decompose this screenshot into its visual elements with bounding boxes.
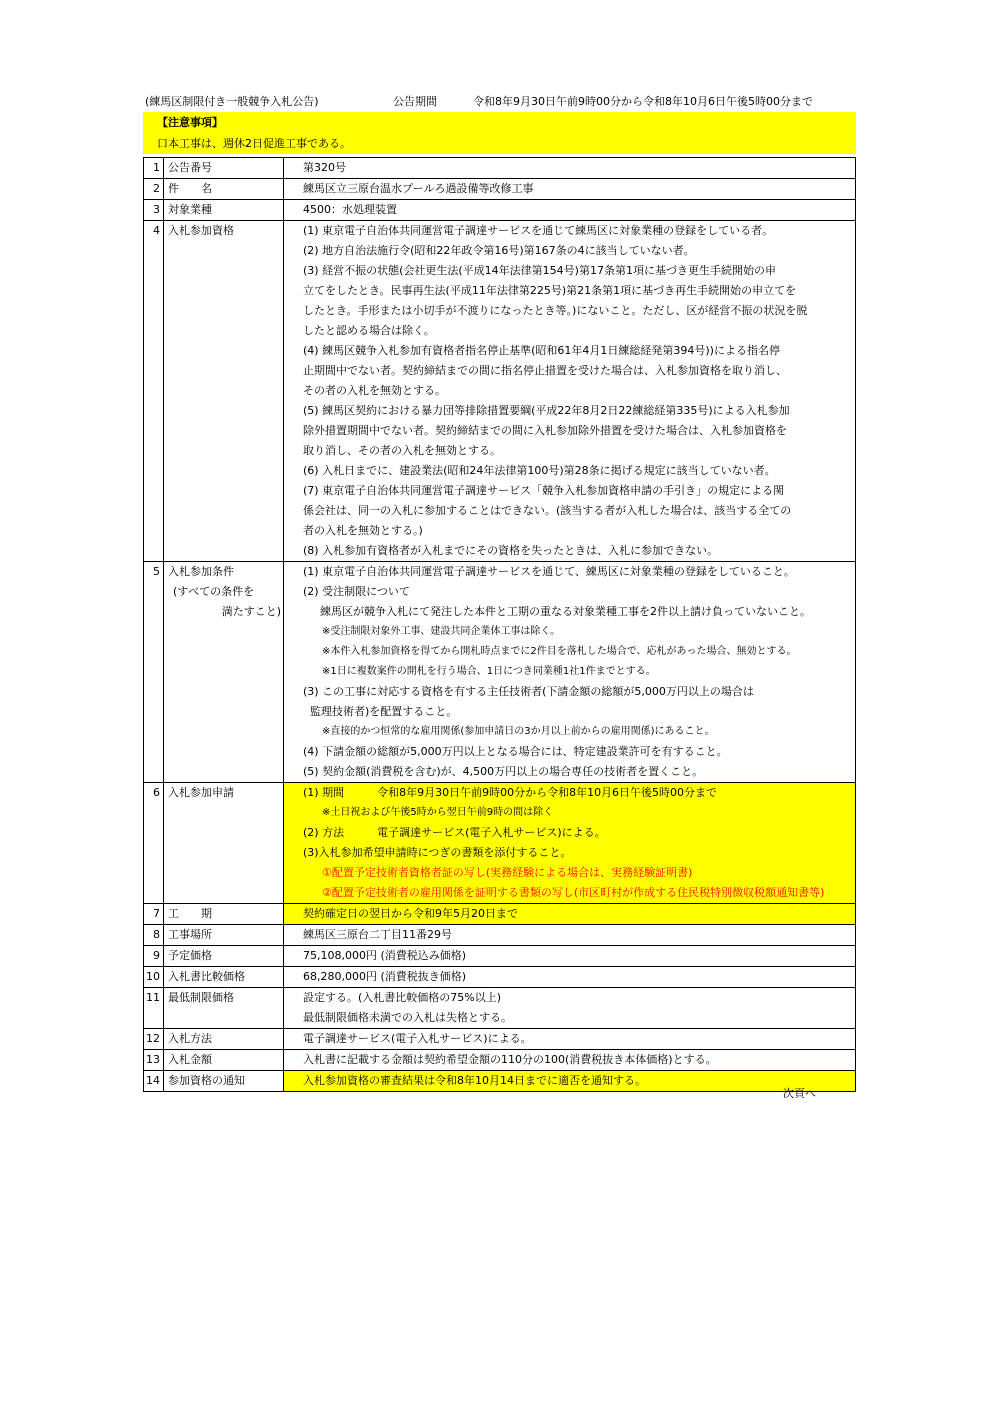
row-number-text: 3 bbox=[153, 203, 160, 216]
row-label bbox=[164, 967, 284, 988]
row-value bbox=[284, 1029, 856, 1050]
row-number bbox=[144, 967, 164, 988]
notice-box bbox=[143, 112, 856, 154]
condition-note: ※直接的かつ恒常的な雇用関係(参加申請日の3か月以上前からの雇用関係)にあること。 bbox=[322, 726, 715, 737]
row-number-text: 12 bbox=[146, 1032, 160, 1045]
condition-line: (5) 契約金額(消費税を含む)が、4,500万円以上の場合専任の技術者を置くこと。 bbox=[303, 765, 704, 778]
condition-line: 監理技術者)を配置すること。 bbox=[310, 705, 458, 718]
row-value-text: 68,280,000円 (消費税抜き価格) bbox=[303, 970, 467, 983]
application-note: ※土日祝および午後5時から翌日午前9時の間は除く bbox=[322, 807, 554, 818]
row-number bbox=[144, 1050, 164, 1071]
table-row bbox=[144, 988, 856, 1029]
row-label-note: (すべての条件を bbox=[173, 585, 255, 598]
row-label bbox=[164, 1071, 284, 1092]
row-value-text: 入札参加資格の審査結果は令和8年10月14日までに適否を通知する。 bbox=[303, 1074, 646, 1087]
row-value bbox=[284, 1071, 856, 1092]
condition-line: (3) この工事に対応する資格を有する主任技術者(下請金額の総額が5,000万円以上の場合は bbox=[303, 685, 754, 698]
row-label-text: 件 名 bbox=[168, 182, 212, 195]
condition-note: ※受注制限対象外工事、建設共同企業体工事は除く。 bbox=[322, 626, 561, 637]
row-number bbox=[144, 221, 164, 562]
row-value-text: 75,108,000円 (消費税込み価格) bbox=[303, 949, 467, 962]
application-line: (1) 期間 令和8年9月30日午前9時00分から令和8年10月6日午後5時00分まで bbox=[303, 786, 718, 799]
row-label-text: 参加資格の通知 bbox=[168, 1074, 245, 1087]
qualification-line: 係会社は、同一の入札に参加することはできない。(該当する者が入札した場合は、該当する全ての bbox=[303, 504, 792, 517]
row-value bbox=[284, 946, 856, 967]
row-label bbox=[164, 1050, 284, 1071]
row-number-text: 9 bbox=[153, 949, 160, 962]
row-label-text: 入札方法 bbox=[168, 1032, 212, 1045]
table-row bbox=[144, 1029, 856, 1050]
table-row bbox=[144, 200, 856, 221]
row-value bbox=[284, 925, 856, 946]
row-value-text: 練馬区三原台二丁目11番29号 bbox=[303, 928, 452, 941]
row-value bbox=[284, 904, 856, 925]
row-label-text: 予定価格 bbox=[168, 949, 212, 962]
row-value bbox=[284, 179, 856, 200]
condition-line: (1) 東京電子自治体共同運営電子調達サービスを通じて、練馬区に対象業種の登録をしていること。 bbox=[303, 565, 795, 578]
row-value-text: 練馬区立三原台温水プールろ過設備等改修工事 bbox=[303, 182, 534, 195]
qualification-line: 取り消し、その者の入札を無効とする。 bbox=[303, 444, 501, 457]
table-row bbox=[144, 179, 856, 200]
qualification-line: 除外措置期間中でない者。契約締結までの間に入札参加除外措置を受けた場合は、入札参加資格を bbox=[303, 424, 787, 437]
row-label-text: 入札金額 bbox=[168, 1053, 212, 1066]
notice-line: 口本工事は、週休2日促進工事である。 bbox=[157, 137, 351, 150]
qualification-line: (1) 東京電子自治体共同運営電子調達サービスを通じて練馬区に対象業種の登録をしている者。 bbox=[303, 224, 774, 237]
qualification-line: 立てをしたとき。民事再生法(平成11年法律第225号)第21条第1項に基づき再生手続開始の申立てを bbox=[303, 284, 797, 297]
qualification-line: したとき。手形または小切手が不渡りになったとき等。)にないこと。ただし、区が経営不振の状況を脱 bbox=[303, 304, 808, 317]
condition-list bbox=[284, 562, 856, 783]
period-label: 公告期間 bbox=[393, 95, 437, 108]
row-value-text: 4500：水処理装置 bbox=[303, 203, 397, 216]
required-document-line: ②配置予定技術者の雇用関係を証明する書類の写し(市区町村が作成する住民税特別徴収税額通知書等) bbox=[322, 886, 825, 899]
row-value-text: 契約確定日の翌日から令和9年5月20日まで bbox=[303, 907, 518, 920]
qualification-line: (6) 入札日までに、建設業法(昭和24年法律第100号)第28条に掲げる規定に該当していない者。 bbox=[303, 464, 776, 477]
row-label bbox=[164, 925, 284, 946]
notice-heading: 【注意事項】 bbox=[157, 116, 223, 129]
table-row bbox=[144, 1071, 856, 1092]
row-number-text: 5 bbox=[153, 565, 160, 578]
table-row bbox=[144, 1050, 856, 1071]
row-label-text: 入札参加条件 bbox=[168, 565, 234, 578]
row-label bbox=[164, 158, 284, 179]
qualification-line: (4) 練馬区競争入札参加有資格者指名停止基準(昭和61年4月1日練総経発第394号))による指名停 bbox=[303, 344, 780, 357]
table-row bbox=[144, 562, 856, 783]
table-row bbox=[144, 967, 856, 988]
table-row bbox=[144, 221, 856, 562]
row-label-text: 対象業種 bbox=[168, 203, 212, 216]
qualification-line: したと認める場合は除く。 bbox=[303, 324, 435, 337]
row-label bbox=[164, 1029, 284, 1050]
row-label bbox=[164, 562, 284, 783]
row-label bbox=[164, 221, 284, 562]
application-line: (3)入札参加希望申請時につぎの書類を添付すること。 bbox=[303, 846, 572, 859]
qualification-line: (5) 練馬区契約における暴力団等排除措置要綱(平成22年8月2日22練総経第335号)による入札参加 bbox=[303, 404, 790, 417]
row-label-text: 工 期 bbox=[168, 907, 212, 920]
row-label bbox=[164, 783, 284, 904]
condition-note: ※本件入札参加資格を得てから開札時点までに2件目を落札した場合で、応札があった場合、無効とする。 bbox=[322, 646, 797, 657]
row-number-text: 2 bbox=[153, 182, 160, 195]
required-document-line: ①配置予定技術者資格者証の写し(実務経験による場合は、実務経験証明書) bbox=[322, 866, 693, 879]
row-value-text: 最低制限価格未満での入札は失格とする。 bbox=[303, 1011, 512, 1024]
row-number bbox=[144, 200, 164, 221]
row-number bbox=[144, 783, 164, 904]
period-value: 令和8年9月30日午前9時00分から令和8年10月6日午後5時00分まで bbox=[473, 95, 813, 108]
table-row bbox=[144, 783, 856, 904]
row-number bbox=[144, 1029, 164, 1050]
row-value-text: 第320号 bbox=[303, 161, 346, 174]
row-number-text: 14 bbox=[146, 1074, 160, 1087]
row-label-text: 入札参加申請 bbox=[168, 786, 234, 799]
row-number-text: 7 bbox=[153, 907, 160, 920]
row-number bbox=[144, 179, 164, 200]
application-details bbox=[284, 783, 856, 904]
announcement-header bbox=[145, 94, 865, 110]
row-number bbox=[144, 988, 164, 1029]
table-row bbox=[144, 946, 856, 967]
row-number-text: 1 bbox=[153, 161, 160, 174]
row-label-note: 満たすこと) bbox=[221, 605, 281, 618]
qualification-line: その者の入札を無効とする。 bbox=[303, 384, 446, 397]
announcement-title: (練馬区制限付き一般競争入札公告) bbox=[145, 95, 319, 108]
row-value-text: 設定する。(入札書比較価格の75%以上) bbox=[303, 991, 502, 1004]
row-label-text: 入札書比較価格 bbox=[168, 970, 245, 983]
row-value-text: 電子調達サービス(電子入札サービス)による。 bbox=[303, 1032, 532, 1045]
application-line: (2) 方法 電子調達サービス(電子入札サービス)による。 bbox=[303, 826, 606, 839]
row-label-text: 公告番号 bbox=[168, 161, 212, 174]
row-number-text: 8 bbox=[153, 928, 160, 941]
row-value bbox=[284, 158, 856, 179]
qualification-line: 止期間中でない者。契約締結までの間に指名停止措置を受けた場合は、入札参加資格を取り消し、 bbox=[303, 364, 787, 377]
row-number bbox=[144, 946, 164, 967]
row-label bbox=[164, 988, 284, 1029]
row-value bbox=[284, 967, 856, 988]
condition-line: 練馬区が競争入札にて発注した本件と工期の重なる対象業種工事を2件以上請け負っていないこと。 bbox=[320, 605, 811, 618]
qualification-line: (7) 東京電子自治体共同運営電子調達サービス「競争入札参加資格申請の手引き」の規定による関 bbox=[303, 484, 785, 497]
row-number bbox=[144, 1071, 164, 1092]
row-value bbox=[284, 988, 856, 1029]
row-number-text: 13 bbox=[146, 1053, 160, 1066]
qualification-line: (3) 経営不振の状態(会社更生法(平成14年法律第154号)第17条第1項に基づき更生手続開始の申 bbox=[303, 264, 776, 277]
qualification-line: 者の入札を無効とする。) bbox=[303, 524, 423, 537]
row-number-text: 11 bbox=[146, 991, 160, 1004]
condition-line: (4) 下請金額の総額が5,000万円以上となる場合には、特定建設業許可を有すること。 bbox=[303, 745, 728, 758]
row-number bbox=[144, 904, 164, 925]
row-label bbox=[164, 904, 284, 925]
row-label-text: 最低制限価格 bbox=[168, 991, 234, 1004]
announcement-table bbox=[143, 157, 856, 1092]
table-row bbox=[144, 904, 856, 925]
row-label bbox=[164, 200, 284, 221]
condition-line: (2) 受注制限について bbox=[303, 585, 410, 598]
row-label bbox=[164, 946, 284, 967]
row-value bbox=[284, 1050, 856, 1071]
row-label-text: 入札参加資格 bbox=[168, 224, 234, 237]
row-number-text: 4 bbox=[153, 224, 160, 237]
qualification-line: (2) 地方自治法施行令(昭和22年政令第16号)第167条の4に該当していない者。 bbox=[303, 244, 695, 257]
table-row bbox=[144, 925, 856, 946]
row-number-text: 10 bbox=[146, 970, 160, 983]
row-label bbox=[164, 179, 284, 200]
qualification-line: (8) 入札参加有資格者が入札までにその資格を失ったときは、入札に参加できない。 bbox=[303, 544, 719, 557]
row-number-text: 6 bbox=[153, 786, 160, 799]
row-number bbox=[144, 158, 164, 179]
row-number bbox=[144, 925, 164, 946]
row-value-text: 入札書に記載する金額は契約希望金額の110分の100(消費税抜き本体価格)とする。 bbox=[303, 1053, 717, 1066]
condition-note: ※1日に複数案件の開札を行う場合、1日につき同業種1社1件までとする。 bbox=[322, 666, 656, 677]
row-label-text: 工事場所 bbox=[168, 928, 212, 941]
row-number bbox=[144, 562, 164, 783]
row-value bbox=[284, 200, 856, 221]
next-page-note: 次頁へ bbox=[783, 1087, 816, 1100]
table-row bbox=[144, 158, 856, 179]
qualification-list bbox=[284, 221, 856, 562]
